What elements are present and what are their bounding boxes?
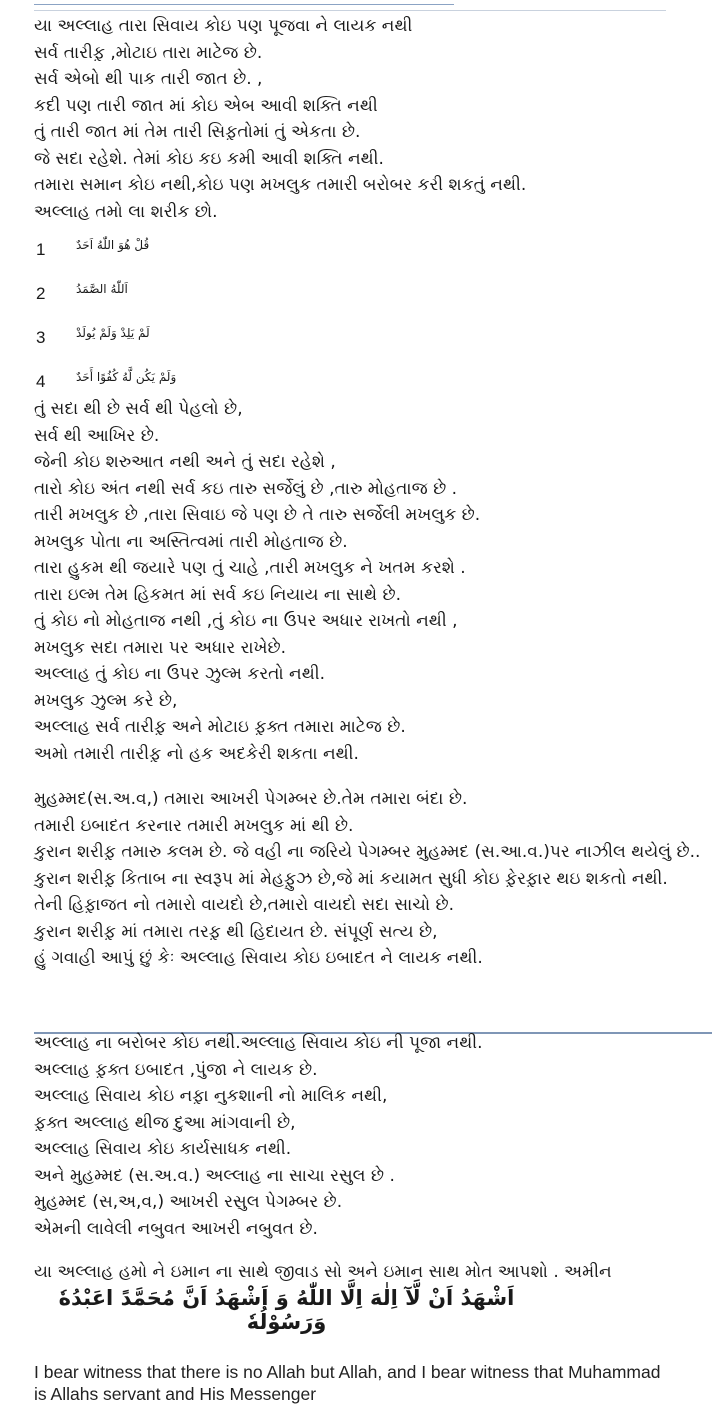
verse-item — [36, 240, 704, 284]
verse-number: 3 — [36, 328, 46, 347]
verse-arabic: وَلَمْ يَكُن لَّهُ كُفُوًا أَحَدٌ — [76, 370, 177, 384]
verse-item — [36, 284, 704, 328]
intro-line: યા અલ્લાહ તારા સિવાય કોઇ પણ પૂજવા ને લાયક નથી — [34, 16, 413, 36]
verse-number: 4 — [36, 372, 46, 391]
verse-list — [36, 240, 704, 416]
verse-number: 2 — [36, 284, 46, 303]
intro-line: સર્વ એબો થી પાક તારી જાત છે. , — [34, 69, 263, 89]
prophet-block — [34, 786, 704, 972]
text-line: કુરાન શરીફ઼ કિતાબ ના સ્વરૂપ માં મેહફ઼ુઝ છે,જે માં કયામત સુધી કોઇ ફ઼ેરફ઼ાર થઇ શકતો નથી. — [34, 868, 668, 889]
intro-line: કદી પણ તારી જાત માં કોઇ એબ આવી શક્તિ નથી — [34, 95, 378, 116]
text-line: અલ્લાહ સર્વ તારીફ઼ અને મોટાઇ ફ઼ક્ત તમારા માટેજ છે. — [34, 717, 406, 737]
english-translation: I bear witness that there is no Allah but Allah, and I bear witness that Muhammad is Allahs servant and His Messenger — [34, 1362, 661, 1404]
text-line: કુરાન શરીફ઼ તમારુ કલમ છે. જે વહી ના જરિયે પેગમ્બર મુહમ્મદ (સ.આ.વ.)પર નાઝીલ થયેલું છે.. — [34, 842, 701, 862]
text-line: તારી મખલુક છે ,તારા સિવાઇ જે પણ છે તે તારુ સર્જેલી મખલુક છે. — [34, 505, 481, 525]
text-line: તેની હિફ઼ાજત નો તમારો વાયદો છે,તમારો વાયદો સદા સાચો છે. — [34, 895, 455, 915]
verse-arabic: قُلْ هُوَ اللّٰهُ اَحَدٌ — [76, 238, 150, 252]
verse-arabic: لَمْ يَلِدْ وَلَمْ يُولَدْ — [76, 326, 150, 340]
text-line: કુરાન શરીફ઼ માં તમારા તરફ઼ થી હિદાયત છે. સંપૂર્ણ સત્ય છે, — [34, 921, 438, 942]
verse-arabic: اَللّٰهُ الصَّمَدُ — [76, 282, 128, 296]
text-line: તું કોઇ નો મોહતાજ નથી ,તું કોઇ ના ઉપર અધાર રાખતો નથી , — [34, 611, 458, 631]
text-line: અલ્લાહ સિવાય કોઇ કાર્યસાધક નથી. — [34, 1139, 292, 1159]
top-rule — [34, 4, 454, 5]
text-line: મખલુક સદા તમારા પર અધાર રાખેછે. — [34, 637, 287, 658]
shahada-arabic: اَشْهَدُ اَنْ لَّآ اِلٰهَ اِلَّا اللّٰهُ وَ اَشْهَدُ اَنَّ مُحَمَّدً اعَبْدُهٗ وَرَسُوْلُهٗ — [58, 1286, 515, 1334]
text-line: સર્વ થી આખિર છે. — [34, 425, 160, 446]
text-line: અલ્લાહ ફ઼ક્ત ઇબાદત ,પુંજા ને લાયક છે. — [34, 1059, 318, 1080]
text-line: જેની કોઇ શરુઆત નથી અને તું સદા રહેશે , — [34, 452, 336, 472]
verse-number: 1 — [36, 240, 46, 259]
text-line: તારો કોઇ અંત નથી સર્વ કઇ તારુ સર્જેલું છે ,તારુ મોહતાજ છે . — [34, 478, 458, 499]
dua-line: યા અલ્લાહ હમો ને ઇમાન ના સાથે જીવાડ સો અને ઇમાન સાથ મોત આપશો . અમીન — [34, 1262, 612, 1282]
tawhid-block — [34, 1030, 704, 1242]
text-line: અલ્લાહ ના બરોબર કોઇ નથી.અલ્લાહ સિવાય કોઇ ની પૂજા નથી. — [34, 1033, 483, 1053]
text-line: તારા હુકમ થી જયારે પણ તું ચાહે ,તારી મખલુક ને ખતમ કરશે . — [34, 558, 466, 578]
intro-block — [34, 13, 704, 225]
text-line: હું ગવાહી આપું છું કેઃ અલ્લાહ સિવાય કોઇ ઇબાદત ને લાયક નથી. — [34, 948, 483, 968]
text-line: મુહમ્મદ (સ,અ,વ,) આખરી રસુલ પેગમ્બર છે. — [34, 1192, 343, 1212]
text-line: એમની લાવેલી નબુવત આખરી નબુવત છે. — [34, 1218, 318, 1239]
text-line: તારા ઇલ્મ તેમ હિકમત માં સર્વ કઇ નિયાય ના સાથે છે. — [34, 584, 402, 605]
attributes-block — [34, 396, 704, 767]
intro-line: જે સદા રહેશે. તેમાં કોઇ કઇ કમી આવી શક્તિ નથી. — [34, 148, 384, 169]
text-line: મખલુક ઝુલ્મ કરે છે, — [34, 690, 178, 711]
verse-item — [36, 328, 704, 372]
text-line: અલ્લાહ તું કોઇ ના ઉપર ઝુલ્મ કરતો નથી. — [34, 664, 326, 684]
text-line: ફ઼ક્ત અલ્લાહ થીજ દુઆ માંગવાની છે, — [34, 1112, 296, 1133]
text-line: અલ્લાહ સિવાય કોઇ નફ઼ા નુકશાની નો માલિક નથી, — [34, 1086, 388, 1106]
intro-line: અલ્લાહ તમો લા શરીક છો. — [34, 201, 218, 222]
top-rule-secondary — [34, 10, 666, 11]
dua-block — [34, 1259, 704, 1286]
intro-line: તું તારી જાત માં તેમ તારી સિફ઼તોમાં તું એકતા છે. — [34, 122, 361, 142]
text-line: અમો તમારી તારીફ઼ નો હક અદકેરી શકતા નથી. — [34, 743, 359, 764]
text-line: મખલુક પોતા ના અસ્તિત્વમાં તારી મોહતાજ છે. — [34, 531, 348, 552]
text-line: અને મુહમ્મદ (સ.અ.વ.) અલ્લાહ ના સાચા રસુલ છે . — [34, 1165, 395, 1186]
text-line: મુહમ્મદ(સ.અ.વ,) તમારા આખરી પેગમ્બર છે.તેમ તમારા બંદા છે. — [34, 789, 468, 809]
text-line: તું સદા થી છે સર્વ થી પેહલો છે, — [34, 399, 243, 419]
intro-line: સર્વ તારીફ઼ ,મોટાઇ તારા માટેજ છે. — [34, 42, 263, 63]
text-line: તમારી ઇબાદત કરનાર તમારી મખલુક માં થી છે. — [34, 815, 354, 836]
intro-line: તમારા સમાન કોઇ નથી,કોઇ પણ મખલુક તમારી બરોબર કરી શકતું નથી. — [34, 175, 527, 195]
